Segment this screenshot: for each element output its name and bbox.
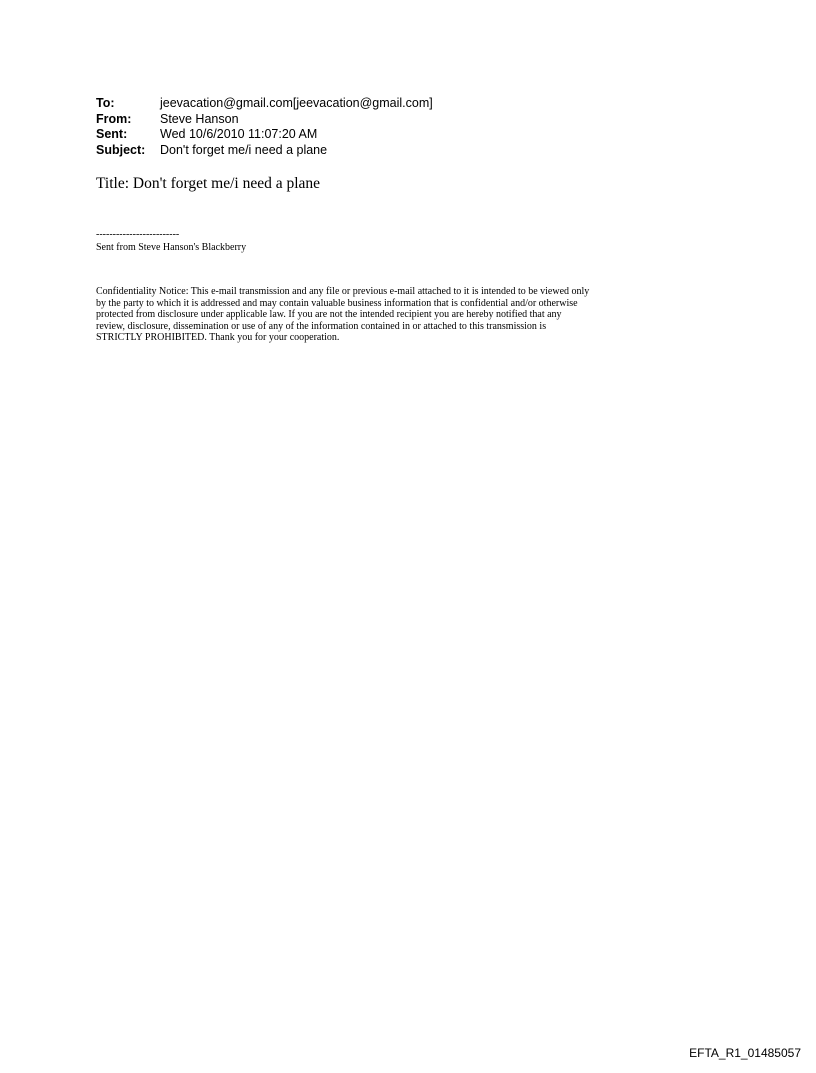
header-label-to: To: — [96, 96, 115, 110]
header-value-from: Steve Hanson — [160, 111, 239, 126]
email-header — [96, 96, 433, 158]
header-value-to: jeevacation@gmail.com[jeevacation@gmail.com] — [160, 96, 433, 110]
header-row-subject — [96, 143, 433, 159]
header-row-from — [96, 112, 433, 128]
header-value-subject: Don't forget me/i need a plane — [160, 142, 328, 157]
document-id: EFTA_R1_01485057 — [689, 1046, 801, 1060]
confidentiality-notice — [96, 286, 726, 344]
header-row-sent — [96, 127, 433, 143]
header-label-sent: Sent: — [96, 127, 128, 141]
header-label-subject: Subject: — [96, 142, 146, 157]
signature-separator: ------------------------- — [96, 229, 180, 240]
signature-text: Sent from Steve Hanson's Blackberry — [96, 242, 247, 253]
header-value-sent: Wed 10/6/2010 11:07:20 AM — [160, 127, 318, 141]
signature-block — [96, 228, 246, 254]
email-title-line: Title: Don't forget me/i need a plane — [96, 175, 321, 192]
notice-line: Confidentiality Notice: This e-mail transmission and any file or previous e-mail attached to it is intended to be viewed only — [96, 286, 590, 297]
notice-line: protected from disclosure under applicable law. If you are not the intended recipient you are hereby notified that any — [96, 309, 562, 321]
header-label-from: From: — [96, 111, 132, 126]
notice-line: STRICTLY PROHIBITED. Thank you for your cooperation. — [96, 332, 340, 344]
header-row-to — [96, 96, 433, 112]
notice-line: by the party to which it is addressed and may contain valuable business information that is confidential and/or otherwise — [96, 297, 578, 309]
notice-line: review, disclosure, dissemination or use of any of the information contained in or attached to this transmission is — [96, 320, 547, 332]
